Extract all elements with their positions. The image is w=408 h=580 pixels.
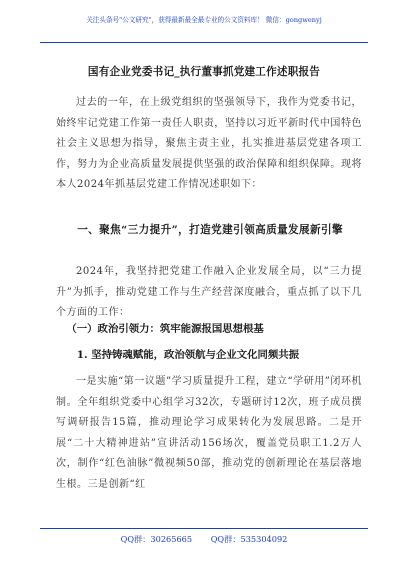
footer-qq-group-2: QQ群：535304092: [210, 534, 288, 544]
footer-qq-group-1: QQ群：30265665: [120, 534, 193, 544]
footer-contacts: [40, 534, 368, 545]
item-1-heading: 1. 坚持铸魂赋能，政治领航与企业文化同频共振: [76, 349, 300, 361]
subsection-1-heading: （一）政治引领力：筑牢能源报国思想根基: [66, 323, 264, 335]
header-divider: [40, 42, 368, 43]
header-notice: 关注头条号"公文研究"，获得最新最全最专业的公文资料库！ 微信：gongwenyj: [86, 16, 322, 24]
intro-paragraph: 过去的一年，在上级党组织的坚强领导下，我作为党委书记，始终牢记党建工作第一责任人职责，坚持以习近平新时代中国特色社会主义思想为指导，聚焦主责主业，扎实推进基层党建各项工作，努力为企业高质量发展提供坚强的政治保障和组织保障。现将本人2024年抓基层党建工作情况述职如下：: [56, 97, 362, 190]
item-1-body: 一是实施“第一议题”学习质量提升工程，建立“学研用”闭环机制。全年组织党委中心组学习32次，专题研讨12次，班子成员撰写调研报告15篇，推动理论学习成果转化为发展思路。二是开展“二十大精神进站”宣讲活动156场次，覆盖党员职工1.2万人次，制作“红色油脉”微视频50部，推动党的创新理论在基层落地生根。三是创新“红: [56, 376, 362, 490]
section-1-heading: 一、聚焦“三力提升”，打造党建引领高质量发展新引擎: [77, 224, 344, 236]
document-title: 国有企业党委书记_执行董事抓党建工作述职报告: [87, 66, 321, 78]
footer-divider: [40, 528, 368, 529]
section-1-intro: 2024年，我坚持把党建工作融入企业发展全局，以“三力提升”为抓手，推动党建工作与生产经营深度融合，重点抓了以下几个方面的工作：: [56, 266, 362, 318]
